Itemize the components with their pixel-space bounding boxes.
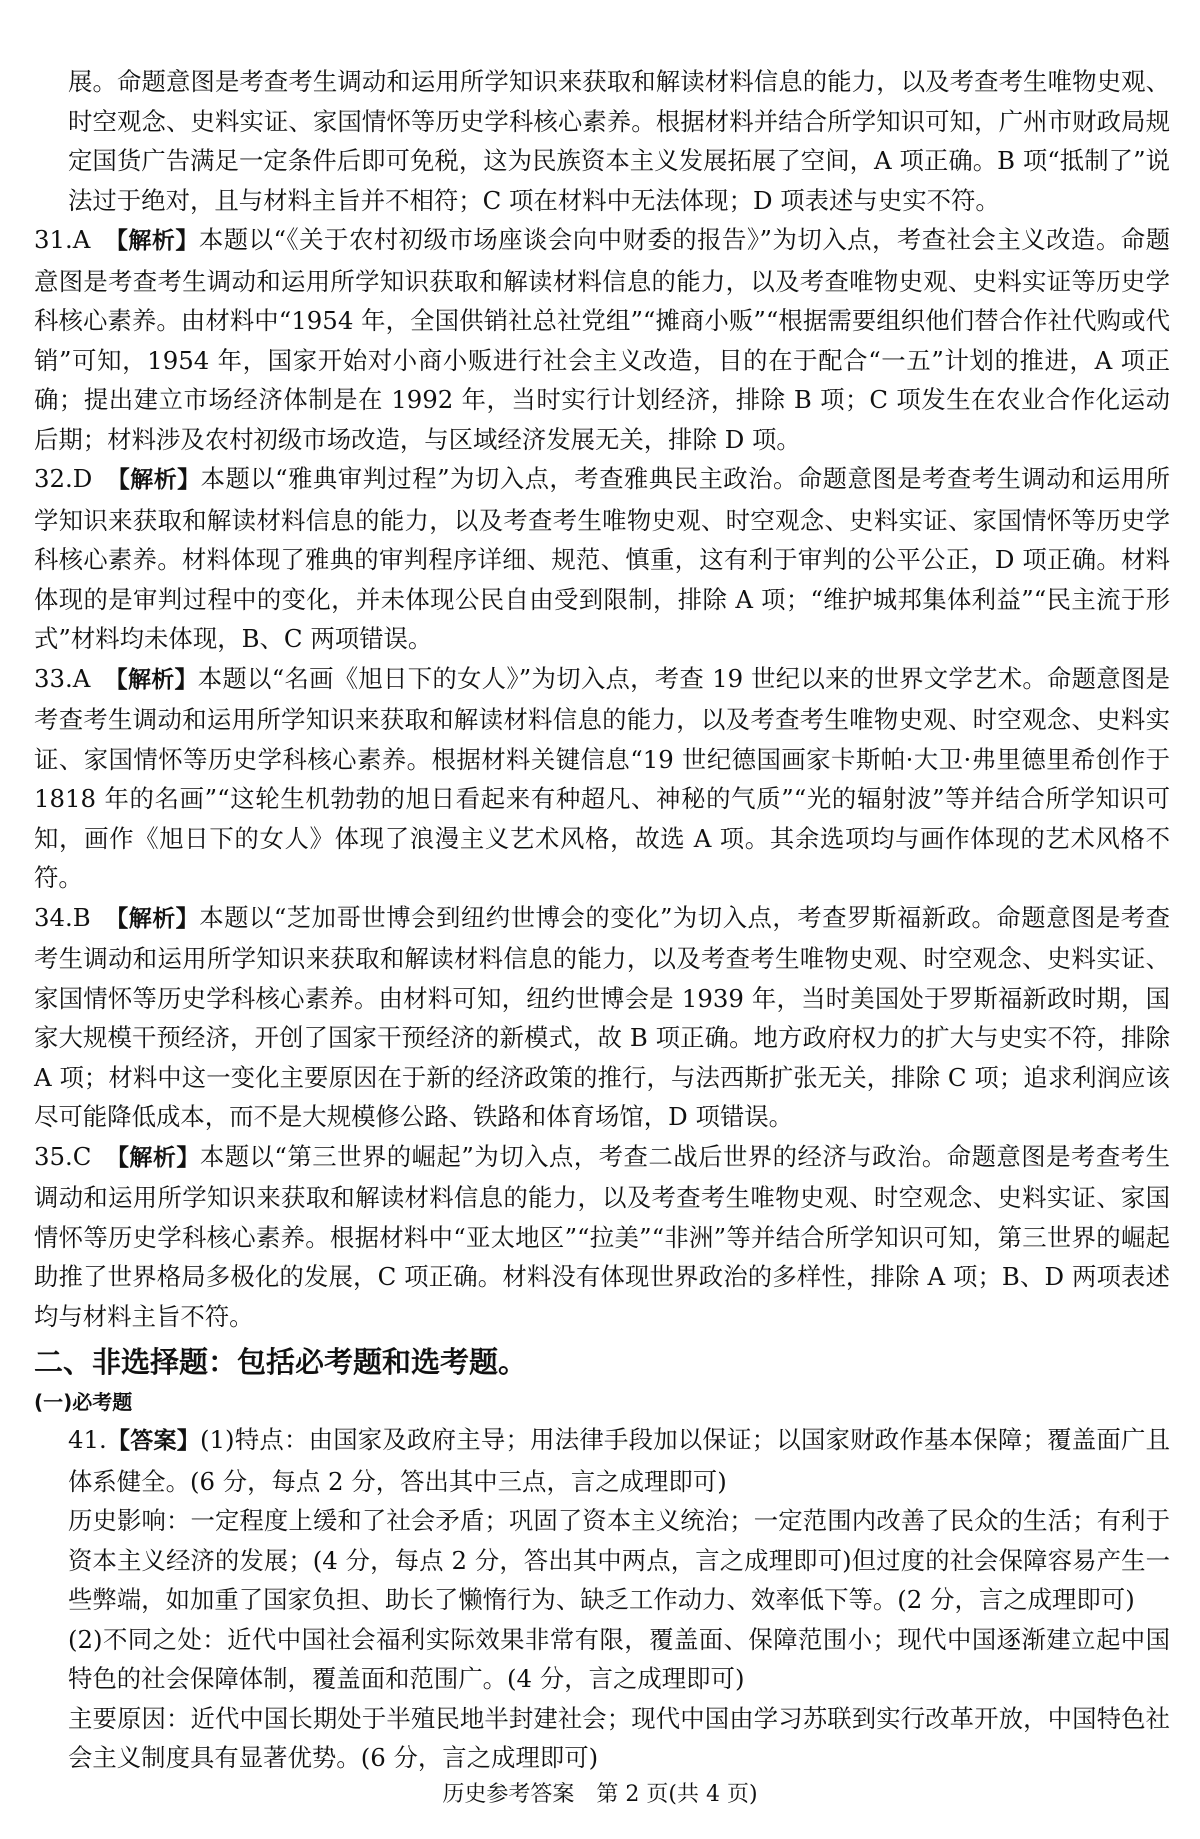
question-33 (34, 659, 1170, 898)
question-list (34, 220, 1171, 1336)
question-number: 33. (34, 663, 73, 693)
question-number: 32. (34, 464, 73, 493)
analysis-text: 本题以“雅典审判过程”为切入点，考查雅典民主政治。命题意图是考查考生调动和运用所学知识来获取和解读材料信息的能力，以及考查考生唯物史观、时空观念、史料实证、家国情怀等历史学科核心素养。材料体现了雅典的审判程序详细、规范、慎重，这有利于审判的公平公正，D 项正确。材料体现的是审判过程中的变化，并未体现公民自由受到限制，排除 A 项；“维护城邦集体利益”“民主流于形式”材料均未体现，B、C 两项错误。 (34, 464, 1170, 653)
analysis-text: 本题以“名画《旭日下的女人》”为切入点，考查 19 世纪以来的世界文学艺术。命题意图是考查考生调动和运用所学知识来获取和解读材料信息的能力，以及考查考生唯物史观、时空观念、史料实证、家国情怀等历史学科核心素养。根据材料关键信息“19 世纪德国画家卡斯帕·大卫·弗里德里希创作于 1818 年的名画”“这轮生机勃勃的旭日看起来有种超凡、神秘的气质”“光的辐射波”等并结合所学知识可知，画作《旭日下的女人》体现了浪漫主义艺术风格，故选 A 项。其余选项均与画作体现的艺术风格不符。 (34, 663, 1171, 892)
answer-letter: A (72, 225, 91, 254)
analysis-text: 本题以“《关于农村初级市场座谈会向中财委的报告》”为切入点，考查社会主义改造。命题意图是考查考生调动和运用所学知识获取和解读材料信息的能力，以及考查唯物史观、史料实证等历史学科核心素养。由材料中“1954 年，全国供销社总社党组”“摊商小贩”“根据需要组织他们替合作社代购或代销”可知，1954 年，国家开始对小商小贩进行社会主义改造，目的在于配合“一五”计划的推进，A 项正确；提出建立市场经济体制是在 1992 年，当时实行计划经济，排除 B 项；C 项发生在农业合作化运动后期；材料涉及农村初级市场改造，与区域经济发展无关，排除 D 项。 (34, 225, 1170, 454)
analysis-tag: 【解析】 (104, 228, 199, 254)
subsection-heading: (一)必考题 (34, 1390, 133, 1414)
analysis-text: 本题以“芝加哥世博会到纽约世博会的变化”为切入点，考查罗斯福新政。命题意图是考查考生调动和运用所学知识来获取和解读材料信息的能力，以及考查考生唯物史观、时空观念、史料实证、家国情怀等历史学科核心素养。由材料可知，纽约世博会是 1939 年，当时美国处于罗斯福新政时期，国家大规模干预经济，开创了国家干预经济的新模式，故 B 项正确。地方政府权力的扩大与史实不符，排除 A 项；材料中这一变化主要原因在于新的经济政策的推行，与法西斯扩张无关，排除 C 项；追求利润应该尽可能降低成本，而不是大规模修公路、铁路和体育场馆，D 项错误。 (34, 902, 1171, 1131)
answer-tag: 【答案】 (106, 1428, 200, 1454)
question-34 (34, 898, 1170, 1137)
analysis-text: 本题以“第三世界的崛起”为切入点，考查二战后世界的经济与政治。命题意图是考查考生调动和运用所学知识来获取和解读材料信息的能力，以及考查考生唯物史观、时空观念、史料实证、家国情怀等历史学科核心素养。根据材料中“亚太地区”“拉美”“非洲”等并结合所学知识可知，第三世界的崛起助推了世界格局多极化的发展，C 项正确。材料没有体现世界政治的多样性，排除 A 项；B、D 两项表述均与材料主旨不符。 (34, 1141, 1170, 1331)
answer-letter: D (72, 464, 93, 493)
q41-part1 (68, 1420, 1170, 1501)
answer-letter: A (72, 663, 91, 693)
q41-reason: 主要原因：近代中国长期处于半殖民地半封建社会；现代中国由学习苏联到实行改革开放，中国特色社会主义制度具有显著优势。(6 分，言之成理即可) (68, 1703, 1170, 1772)
question-32 (34, 459, 1170, 659)
q41-part2: (2)不同之处：近代中国社会福利实际效果非常有限，覆盖面、保障范围小；现代中国逐渐建立起中国特色的社会保障体制，覆盖面和范围广。(4 分，言之成理即可) (68, 1624, 1170, 1693)
section-heading: 二、非选择题：包括必考题和选考题。 (34, 1345, 528, 1379)
page-footer: 历史参考答案 第 2 页(共 4 页) (442, 1782, 758, 1807)
analysis-tag: 【解析】 (104, 666, 198, 693)
answer-letter: C (72, 1141, 92, 1171)
question-number: 34. (34, 902, 73, 932)
analysis-tag: 【解析】 (106, 467, 201, 493)
question-number: 31. (34, 225, 73, 254)
question-number: 35. (34, 1141, 73, 1171)
answer-letter: B (72, 902, 91, 932)
intro-paragraph: 展。命题意图是考查考生调动和运用所学知识来获取和解读材料信息的能力，以及考查考生唯物史观、时空观念、史料实证、家国情怀等历史学科核心素养。根据材料并结合所学知识可知，广州市财政局规定国货广告满足一定条件后即可免税，这为民族资本主义发展拓展了空间，A 项正确。B 项“抵制了”说法过于绝对，且与材料主旨并不相符；C 项在材料中无法体现；D 项表述与史实不符。 (68, 67, 1170, 215)
analysis-tag: 【解析】 (105, 1144, 200, 1171)
q41-impact: 历史影响：一定程度上缓和了社会矛盾；巩固了资本主义统治；一定范围内改善了民众的生活；有利于资本主义经济的发展；(4 分，每点 2 分，答出其中两点，言之成理即可)但过度的社会保障容易产生一些弊端，如加重了国家负担、助长了懒惰行为、缺乏工作动力、效率低下等。(2 分，言之成理即可) (68, 1506, 1170, 1614)
q41-part1-text: (1)特点：由国家及政府主导；用法律手段加以保证；以国家财政作基本保障；覆盖面广且体系健全。(6 分，每点 2 分，答出其中三点，言之成理即可) (68, 1425, 1170, 1496)
question-35 (34, 1137, 1170, 1337)
question-number: 41. (68, 1425, 107, 1454)
analysis-tag: 【解析】 (104, 905, 200, 932)
question-41 (68, 1420, 1170, 1778)
question-31 (34, 220, 1170, 459)
